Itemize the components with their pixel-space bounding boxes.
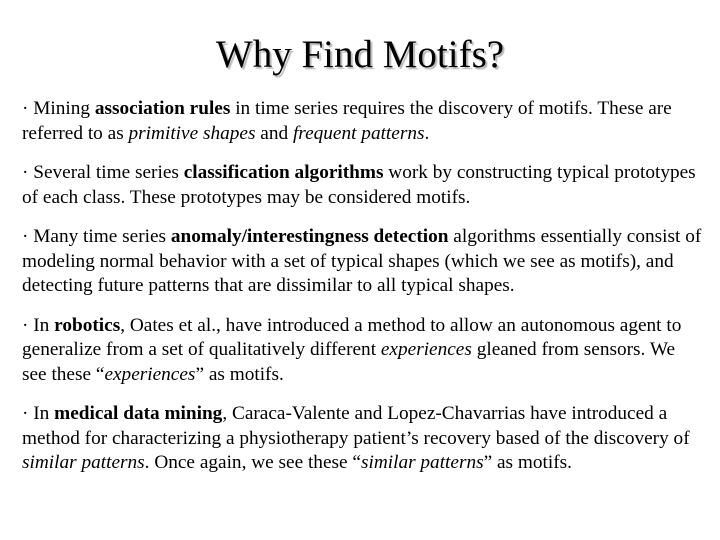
slide-title: Why Find Motifs?: [215, 33, 505, 76]
paragraph-classification: [22, 161, 702, 210]
bullet-marker: ·: [22, 403, 34, 424]
italic-term: similar patterns: [360, 452, 484, 473]
italic-term: frequent patterns: [292, 122, 425, 144]
bullet-marker: ·: [22, 226, 34, 247]
bold-term: association rules: [94, 98, 231, 119]
bold-term: anomaly/interestingness detection: [170, 226, 449, 247]
bold-term: medical data mining: [54, 403, 223, 424]
text-run: in time series requires the discovery of motifs. These are referred to as: [22, 98, 672, 144]
slide-body: [22, 97, 702, 491]
italic-term: experiences: [104, 363, 196, 385]
paragraph-anomaly-detection: [22, 225, 702, 299]
bullet-marker: ·: [22, 162, 34, 183]
text-run: , Oates et al., have introduced a method to allow an autonomous agent to generalize from a set of qualitatively different: [22, 314, 682, 360]
text-run: work by constructing typical prototypes of each class. These prototypes may be considered motifs.: [22, 162, 696, 208]
text-run: algorithms essentially consist of modeling normal behavior with a set of typical shapes (which we see as motifs), and detecting future patterns that are dissimilar to all typical shapes.: [22, 226, 702, 296]
italic-term: experiences: [380, 339, 472, 360]
text-run: and: [255, 122, 293, 144]
text-run: Several time series: [33, 162, 184, 183]
italic-term: similar patterns: [22, 452, 145, 473]
text-run: , Caraca-Valente and Lopez-Chavarrias have introduced a method for characterizing a physiotherapy patient’s recovery based of the discovery of: [22, 403, 690, 449]
text-run: gleaned from sensors. We see these “: [22, 339, 676, 385]
text-run: ” as motifs.: [195, 363, 284, 385]
paragraph-medical-data-mining: [22, 402, 702, 476]
bullet-marker: ·: [22, 98, 34, 119]
italic-term: primitive shapes: [128, 122, 256, 144]
text-run: Mining: [33, 98, 95, 119]
text-run: In: [33, 314, 55, 336]
text-run: ” as motifs.: [483, 452, 572, 473]
paragraph-association-rules: [22, 97, 702, 146]
text-run: In: [33, 403, 55, 424]
bullet-marker: ·: [22, 314, 34, 336]
text-run: .: [424, 122, 430, 144]
bold-term: robotics: [54, 314, 121, 336]
paragraph-robotics: [22, 314, 702, 388]
bold-term: classification algorithms: [183, 162, 384, 183]
text-run: . Once again, we see these “: [144, 452, 361, 473]
text-run: Many time series: [33, 226, 171, 247]
